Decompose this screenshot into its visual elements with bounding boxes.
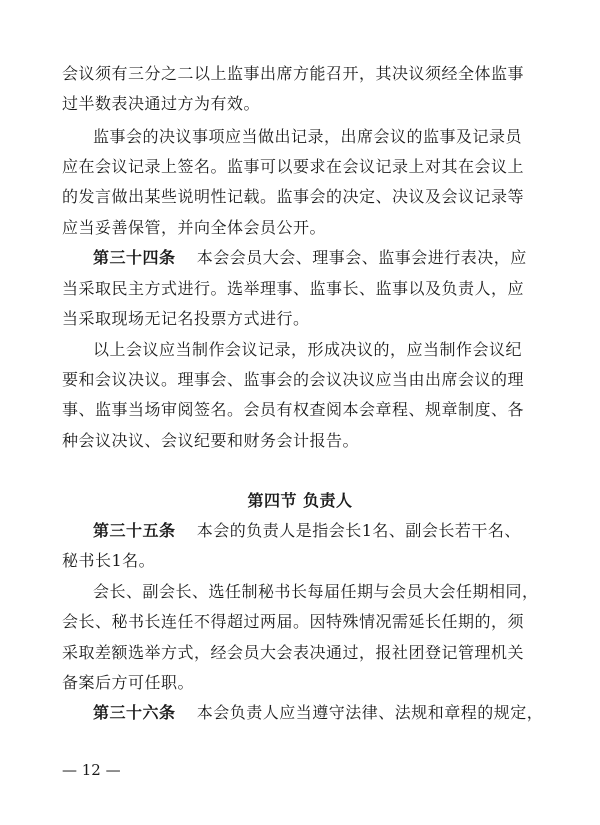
article-36-text: 本会负责人应当遵守法律、法规和章程的规定， <box>196 703 544 722</box>
article-34-title: 第三十四条 <box>93 248 176 267</box>
article-34-text: 本会会员大会、理事会、监事会进行表决，应 <box>196 248 527 267</box>
article-35-title: 第三十五条 <box>93 521 176 540</box>
body-text-line: 过半数表决通过方为有效。 <box>62 94 261 113</box>
body-text-line: 采取差额选举方式，经会员大会表决通过，报社团登记管理机关 <box>62 643 525 662</box>
article-36-title: 第三十六条 <box>93 703 176 722</box>
paragraph-first-line: 监事会的决议事项应当做出记录，出席会议的监事及记录员 <box>93 127 523 146</box>
article-34-line <box>93 248 527 268</box>
body-text-line: 的发言做出某些说明性记载。监事会的决定、决议及会议记录等 <box>62 187 525 206</box>
article-35-text: 本会的负责人是指会长1名、副会长若干名、 <box>196 521 521 540</box>
body-text-line: 要和会议决议。理事会、监事会的会议决议应当由出席会议的理 <box>62 370 525 389</box>
article-36-line <box>93 703 543 723</box>
body-text-line: 事、监事当场审阅签名。会员有权查阅本会章程、规章制度、各 <box>62 400 525 419</box>
paragraph-first-line: 以上会议应当制作会议记录，形成决议的，应当制作会议纪 <box>93 340 523 359</box>
body-text-line: 当采取现场无记名投票方式进行。 <box>62 309 310 328</box>
paragraph-first-line: 会长、副会长、选任制秘书长每届任期与会员大会任期相同， <box>93 582 539 601</box>
body-text-line: 会议须有三分之二以上监事出席方能召开，其决议须经全体监事 <box>62 64 525 83</box>
body-text-line: 种会议决议、会议纪要和财务会计报告。 <box>62 431 360 450</box>
body-text-line: 会长、秘书长连任不得超过两届。因特殊情况需延长任期的，须 <box>62 612 525 631</box>
body-text-line: 备案后方可任职。 <box>62 673 195 692</box>
page-number: — 12 — <box>62 761 121 779</box>
article-35-line <box>93 521 521 541</box>
section-heading: 第四节 负责人 <box>247 491 353 510</box>
body-text-line: 应当妥善保管，并向全体会员公开。 <box>62 218 327 237</box>
body-text-line: 秘书长1名。 <box>62 551 156 570</box>
body-text-line: 当采取民主方式进行。选举理事、监事长、监事以及负责人，应 <box>62 279 525 298</box>
body-text-line: 应在会议记录上签名。监事可以要求在会议记录上对其在会议上 <box>62 157 525 176</box>
